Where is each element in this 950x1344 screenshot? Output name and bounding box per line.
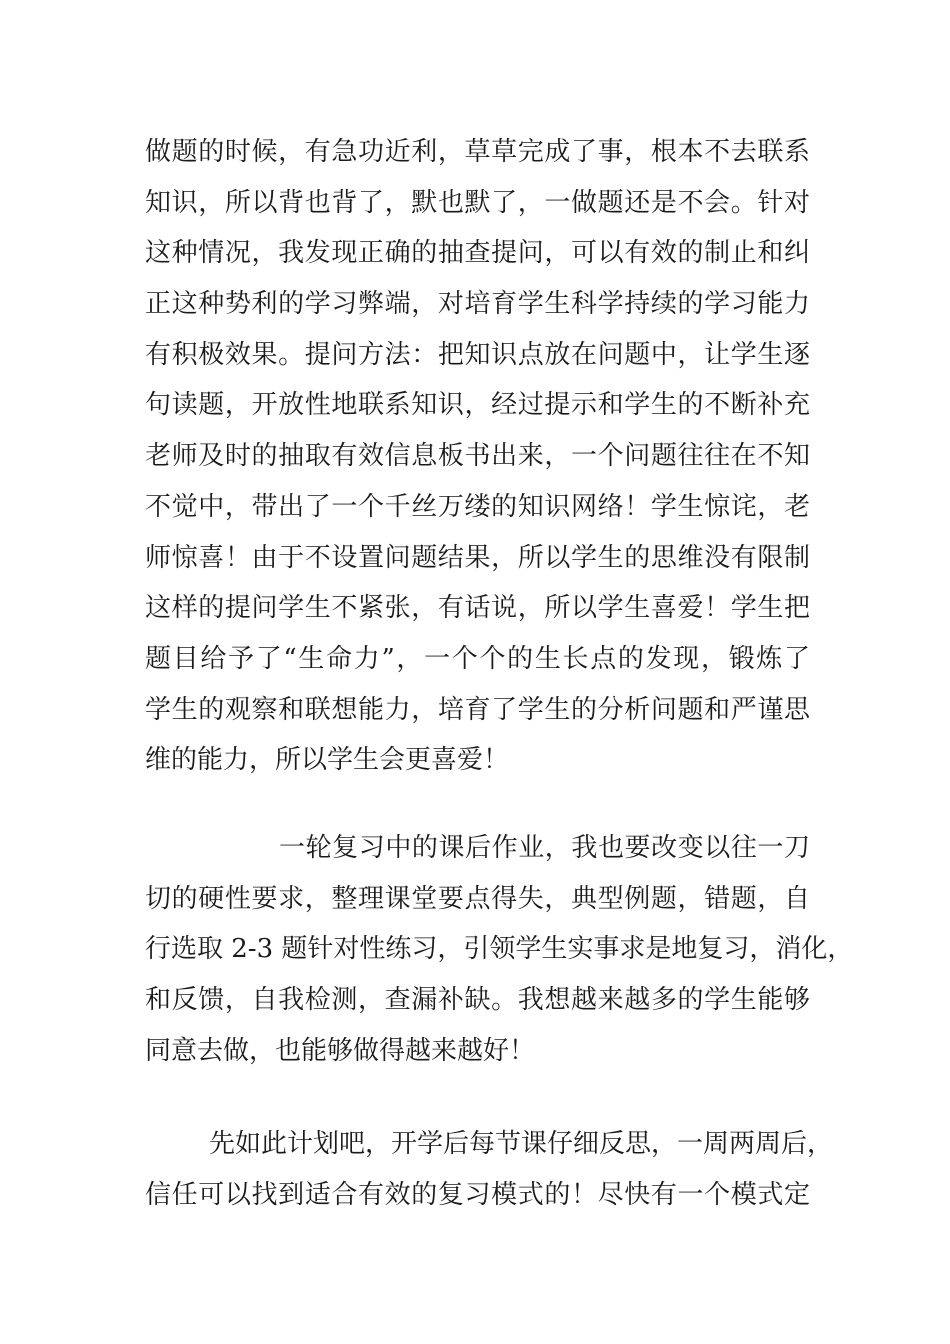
text-line: 学生的观察和联想能力，培育了学生的分析问题和严谨思 <box>145 694 810 725</box>
text-line: 有积极效果。提问方法：把知识点放在问题中，让学生逐 <box>145 339 810 370</box>
text-line: 这种情况，我发现正确的抽查提问，可以有效的制止和纠 <box>145 238 810 269</box>
text-line: 题目给予了“生命力”，一个个的生长点的发现，锻炼了 <box>145 643 810 674</box>
text-line: 一轮复习中的课后作业，我也要改变以往一刀 <box>279 833 810 863</box>
text-line: 信任可以找到适合有效的复习模式的！尽快有一个模式定 <box>145 1179 810 1210</box>
paragraph-3 <box>145 1119 834 1220</box>
paragraph-2 <box>145 823 854 1076</box>
text-line: 老师及时的抽取有效信息板书出来，一个问题往往在不知 <box>145 441 810 472</box>
text-line: 做题的时候，有急功近利，草草完成了事，根本不去联系 <box>145 137 810 167</box>
paragraph-1 <box>145 127 810 786</box>
text-line: 同意去做，也能够做得越来越好！ <box>145 1035 536 1066</box>
text-line: 师惊喜！由于不设置问题结果，所以学生的思维没有限制 <box>145 542 810 573</box>
text-line: 和反馈，自我检测，查漏补缺。我想越来越多的学生能够 <box>145 985 810 1016</box>
text-line: 维的能力，所以学生会更喜爱！ <box>145 745 510 776</box>
text-line: 先如此计划吧，开学后每节课仔细反思，一周两周后， <box>209 1129 834 1159</box>
text-line: 句读题，开放性地联系知识，经过提示和学生的不断补充 <box>145 390 810 421</box>
text-line: 这样的提问学生不紧张，有话说，所以学生喜爱！学生把 <box>145 593 810 624</box>
text-line: 切的硬性要求，整理课堂要点得失，典型例题，错题，自 <box>145 883 810 914</box>
text-line: 行选取 2-3 题针对性练习，引领学生实事求是地复习，消化， <box>145 934 854 965</box>
text-line: 不觉中，带出了一个千丝万缕的知识网络！学生惊诧，老 <box>145 491 810 522</box>
text-line: 知识，所以背也背了，默也默了，一做题还是不会。针对 <box>145 187 810 218</box>
text-line: 正这种势利的学习弊端，对培育学生科学持续的学习能力 <box>145 289 810 320</box>
